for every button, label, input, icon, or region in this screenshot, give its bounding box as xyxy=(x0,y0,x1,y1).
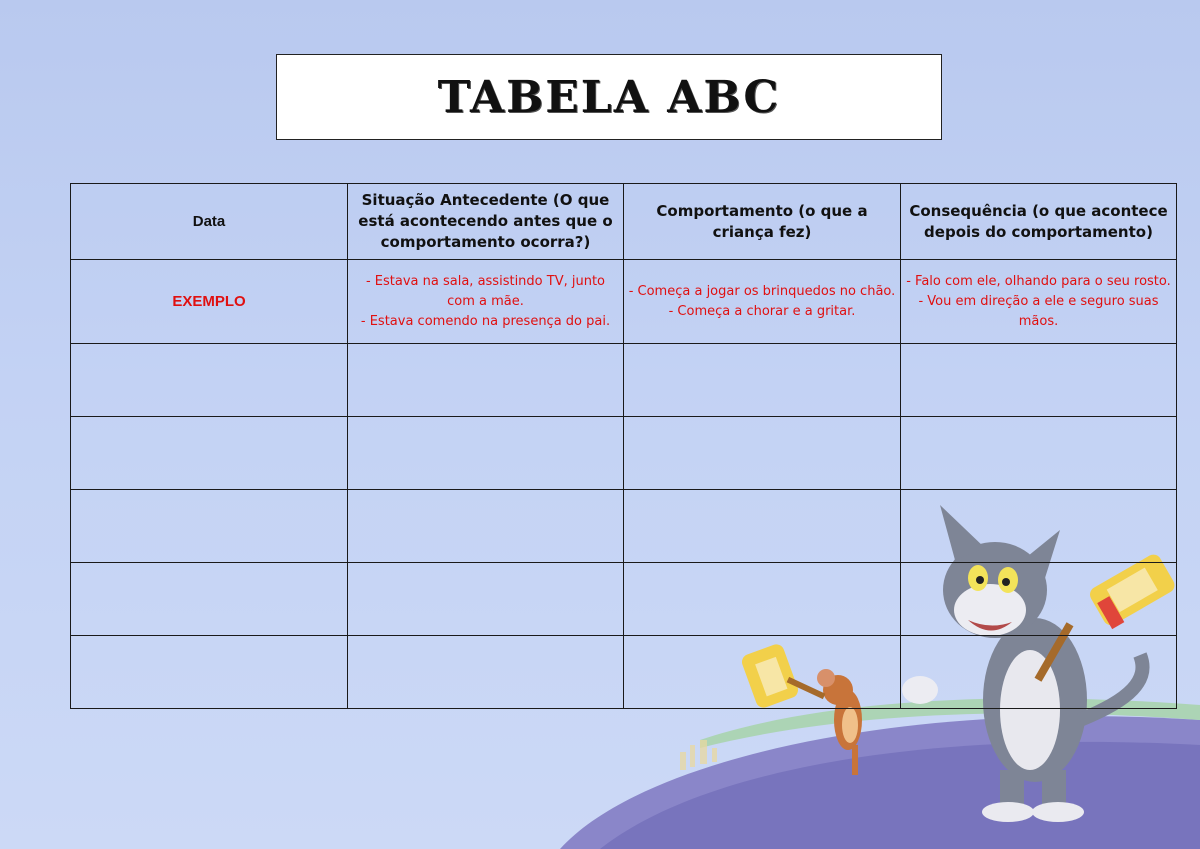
abc-table xyxy=(70,183,1177,709)
table-cell[interactable] xyxy=(348,563,624,636)
table-cell[interactable] xyxy=(71,417,348,490)
table-cell[interactable] xyxy=(901,636,1177,709)
table-header-row xyxy=(71,184,1177,260)
example-consequence-line: - Falo com ele, olhando para o seu rosto. xyxy=(906,273,1171,289)
table-cell[interactable] xyxy=(624,563,901,636)
example-label: EXEMPLO xyxy=(71,260,348,344)
table-cell[interactable] xyxy=(901,563,1177,636)
header-consequence: Consequência (o que acontece depois do comportamento) xyxy=(901,184,1177,260)
table-cell[interactable] xyxy=(71,490,348,563)
table-cell[interactable] xyxy=(624,417,901,490)
table-cell[interactable] xyxy=(348,417,624,490)
table-cell[interactable] xyxy=(71,344,348,417)
table-cell[interactable] xyxy=(901,490,1177,563)
header-antecedent: Situação Antecedente (O que está acontecendo antes que o comportamento ocorra?) xyxy=(348,184,624,260)
example-consequence xyxy=(901,260,1177,344)
example-antecedent-line: - Estava comendo na presença do pai. xyxy=(360,313,611,329)
table-cell[interactable] xyxy=(624,344,901,417)
table-cell[interactable] xyxy=(71,636,348,709)
title-box xyxy=(276,54,942,140)
table-row xyxy=(71,490,1177,563)
example-antecedent-line: - Estava na sala, assistindo TV, junto com a mãe. xyxy=(365,273,605,309)
table-cell[interactable] xyxy=(624,636,901,709)
table-cell[interactable] xyxy=(624,490,901,563)
table-cell[interactable] xyxy=(348,636,624,709)
table-cell[interactable] xyxy=(348,344,624,417)
table-cell[interactable] xyxy=(901,344,1177,417)
table-row xyxy=(71,344,1177,417)
table-cell[interactable] xyxy=(348,490,624,563)
table-row xyxy=(71,417,1177,490)
table-cell[interactable] xyxy=(901,417,1177,490)
header-behavior: Comportamento (o que a criança fez) xyxy=(624,184,901,260)
example-row xyxy=(71,260,1177,344)
table-row xyxy=(71,636,1177,709)
table-cell[interactable] xyxy=(71,563,348,636)
example-antecedent xyxy=(348,260,624,344)
example-behavior-line: - Começa a jogar os brinquedos no chão. xyxy=(628,283,896,299)
table-row xyxy=(71,563,1177,636)
example-consequence-line: - Vou em direção a ele e seguro suas mãos. xyxy=(918,293,1159,329)
header-data: Data xyxy=(71,184,348,260)
example-behavior-line: - Começa a chorar e a gritar. xyxy=(668,303,856,319)
page-title: TABELA ABC xyxy=(437,71,781,123)
example-behavior xyxy=(624,260,901,344)
